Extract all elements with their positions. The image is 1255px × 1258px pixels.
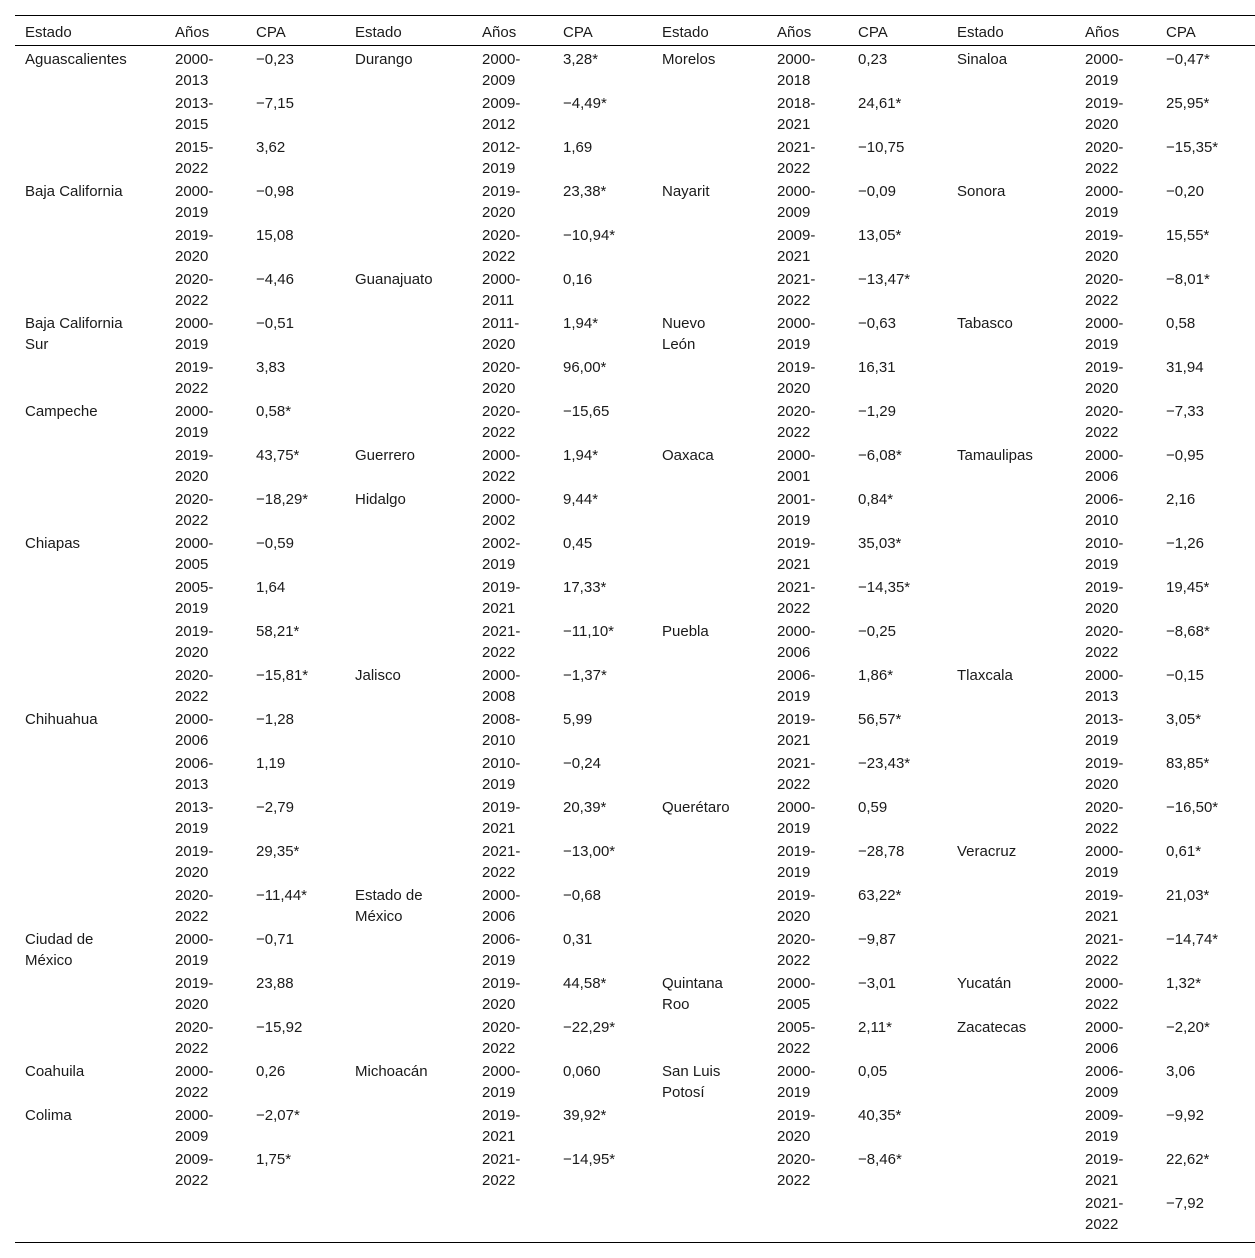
table-cell-cpa: 40,35* <box>858 1107 902 1124</box>
table-cell-cpa: 63,22* <box>858 887 902 904</box>
table-cell-cpa: −13,00* <box>563 843 616 860</box>
table-cell-years: 2002- 2019 <box>482 535 521 573</box>
table-cell-years: 2000- 2009 <box>175 1107 214 1145</box>
table-cell-cpa: 25,95* <box>1166 95 1210 112</box>
table-cell-state: Guanajuato <box>355 271 433 288</box>
table-cell-state: Sonora <box>957 183 1006 200</box>
table-cell-years: 2000- 2018 <box>777 51 816 89</box>
header-years-2: Años <box>482 24 517 41</box>
table-cell-years: 2020- 2022 <box>175 887 214 925</box>
table-cell-cpa: 9,44* <box>563 491 599 508</box>
table-cell-cpa: −15,92 <box>256 1019 303 1036</box>
table-cell-years: 2001- 2019 <box>777 491 816 529</box>
table-cell-years: 2020- 2022 <box>777 403 816 441</box>
table-cell-years: 2021- 2022 <box>777 755 816 793</box>
table-cell-cpa: −2,79 <box>256 799 294 816</box>
table-cell-cpa: 1,94* <box>563 447 599 464</box>
table-cell-years: 2009- 2012 <box>482 95 521 133</box>
table-cell-cpa: −23,43* <box>858 755 911 772</box>
table-cell-years: 2000- 2006 <box>777 623 816 661</box>
table-cell-years: 2019- 2019 <box>777 843 816 881</box>
table-cell-years: 2000- 2013 <box>175 51 214 89</box>
table-cell-cpa: 3,62 <box>256 139 286 156</box>
table-cell-cpa: −15,65 <box>563 403 610 420</box>
table-cell-cpa: −0,51 <box>256 315 294 332</box>
table-cell-years: 2000- 2019 <box>482 1063 521 1101</box>
table-cell-cpa: −4,49* <box>563 95 607 112</box>
header-years-3: Años <box>777 24 812 41</box>
table-cell-cpa: −1,37* <box>563 667 607 684</box>
table-cell-years: 2020- 2022 <box>777 1151 816 1189</box>
table-cell-years: 2018- 2021 <box>777 95 816 133</box>
table-cell-years: 2000- 2008 <box>482 667 521 705</box>
table-cell-cpa: 1,32* <box>1166 975 1202 992</box>
table-cell-cpa: −7,92 <box>1166 1195 1204 1212</box>
table-cell-years: 2021- 2022 <box>777 579 816 617</box>
table-cell-cpa: −3,01 <box>858 975 896 992</box>
table-cell-state: Baja California Sur <box>25 315 123 353</box>
header-cpa-1: CPA <box>256 24 286 41</box>
table-cell-years: 2020- 2022 <box>1085 623 1124 661</box>
table-cell-cpa: −0,68 <box>563 887 601 904</box>
table-cell-years: 2019- 2020 <box>1085 579 1124 617</box>
table-cell-state: Colima <box>25 1107 72 1124</box>
table-cell-years: 2020- 2020 <box>482 359 521 397</box>
table-cell-state: Querétaro <box>662 799 730 816</box>
table-cell-years: 2000- 2006 <box>1085 1019 1124 1057</box>
header-cpa-2: CPA <box>563 24 593 41</box>
table-cell-cpa: −14,95* <box>563 1151 616 1168</box>
table-cell-state: Tabasco <box>957 315 1013 332</box>
table-cell-state: Nayarit <box>662 183 710 200</box>
table-cell-state: Oaxaca <box>662 447 714 464</box>
table-cell-years: 2019- 2021 <box>482 799 521 837</box>
table-cell-years: 2006- 2019 <box>777 667 816 705</box>
table-cell-cpa: 0,58 <box>1166 315 1196 332</box>
table-cell-years: 2013- 2019 <box>175 799 214 837</box>
table-cell-years: 2015- 2022 <box>175 139 214 177</box>
table-cell-cpa: 0,23 <box>858 51 888 68</box>
table-cell-cpa: −7,15 <box>256 95 294 112</box>
table-cell-years: 2019- 2022 <box>175 359 214 397</box>
table-cell-state: Estado de México <box>355 887 423 925</box>
table-cell-state: Nuevo León <box>662 315 706 353</box>
table-cell-state: Coahuila <box>25 1063 85 1080</box>
table-cell-years: 2021- 2022 <box>777 139 816 177</box>
table-cell-years: 2009- 2019 <box>1085 1107 1124 1145</box>
table-cell-state: Baja California <box>25 183 123 200</box>
table-cell-years: 2000- 2001 <box>777 447 816 485</box>
table-cell-years: 2000- 2019 <box>777 799 816 837</box>
table-cell-cpa: −10,94* <box>563 227 616 244</box>
table-cell-years: 2000- 2009 <box>482 51 521 89</box>
table-cell-cpa: 0,05 <box>858 1063 888 1080</box>
table-cell-cpa: 0,060 <box>563 1063 601 1080</box>
table-cell-cpa: −8,46* <box>858 1151 902 1168</box>
table-cell-years: 2020- 2022 <box>1085 403 1124 441</box>
table-cell-state: Michoacán <box>355 1063 428 1080</box>
table-cell-years: 2019- 2021 <box>1085 1151 1124 1189</box>
table-cell-state: Jalisco <box>355 667 401 684</box>
table-cell-cpa: 3,83 <box>256 359 286 376</box>
table-cell-cpa: 0,84* <box>858 491 894 508</box>
table-cell-years: 2008- 2010 <box>482 711 521 749</box>
table-cell-cpa: −18,29* <box>256 491 309 508</box>
table-cell-years: 2019- 2020 <box>175 975 214 1013</box>
table-cell-cpa: 44,58* <box>563 975 607 992</box>
table-cell-state: Chihuahua <box>25 711 98 728</box>
table-cell-years: 2010- 2019 <box>482 755 521 793</box>
table-cell-years: 2019- 2021 <box>482 1107 521 1145</box>
table-cell-cpa: −0,20 <box>1166 183 1204 200</box>
table-cell-cpa: 13,05* <box>858 227 902 244</box>
table-cell-years: 2006- 2009 <box>1085 1063 1124 1101</box>
table-cell-cpa: −2,20* <box>1166 1019 1210 1036</box>
table-cell-cpa: 1,69 <box>563 139 593 156</box>
table-cell-years: 2020- 2022 <box>175 271 214 309</box>
table-cell-cpa: 2,16 <box>1166 491 1196 508</box>
table-cell-years: 2006- 2019 <box>482 931 521 969</box>
table-cell-cpa: 1,75* <box>256 1151 292 1168</box>
table-cell-state: Durango <box>355 51 413 68</box>
table-cell-years: 2019- 2021 <box>777 535 816 573</box>
table-cell-cpa: 31,94 <box>1166 359 1204 376</box>
table-cell-cpa: 23,88 <box>256 975 294 992</box>
table-cell-years: 2005- 2019 <box>175 579 214 617</box>
table-cell-years: 2000- 2019 <box>1085 843 1124 881</box>
table-cell-years: 2019- 2020 <box>1085 95 1124 133</box>
table-cell-cpa: 43,75* <box>256 447 300 464</box>
table-cell-years: 2019- 2020 <box>777 359 816 397</box>
table-cell-years: 2013- 2019 <box>1085 711 1124 749</box>
table-cell-years: 2020- 2022 <box>777 931 816 969</box>
table-cell-cpa: 23,38* <box>563 183 607 200</box>
table-cell-cpa: −0,95 <box>1166 447 1204 464</box>
table-cell-cpa: −0,23 <box>256 51 294 68</box>
table-cell-cpa: 1,86* <box>858 667 894 684</box>
table-cell-cpa: 96,00* <box>563 359 607 376</box>
table-cell-cpa: −7,33 <box>1166 403 1204 420</box>
table-cell-cpa: 56,57* <box>858 711 902 728</box>
table-cell-cpa: 2,11* <box>858 1019 892 1036</box>
table-cell-cpa: −0,59 <box>256 535 294 552</box>
table-cell-years: 2020- 2022 <box>482 403 521 441</box>
table-cell-cpa: −0,15 <box>1166 667 1204 684</box>
table-cell-years: 2021- 2022 <box>777 271 816 309</box>
table-cell-years: 2021- 2022 <box>1085 1195 1124 1233</box>
table-cell-cpa: −0,63 <box>858 315 896 332</box>
table-cell-cpa: 0,58* <box>256 403 292 420</box>
table-cell-cpa: −28,78 <box>858 843 905 860</box>
table-cell-years: 2020- 2022 <box>1085 139 1124 177</box>
table-cell-years: 2000- 2006 <box>175 711 214 749</box>
table-cell-cpa: 1,19 <box>256 755 286 772</box>
table-cell-cpa: 15,55* <box>1166 227 1210 244</box>
table-cell-years: 2019- 2020 <box>777 887 816 925</box>
table-cell-years: 2000- 2002 <box>482 491 521 529</box>
table-cell-cpa: −10,75 <box>858 139 905 156</box>
table-cell-years: 2020- 2022 <box>482 1019 521 1057</box>
table-cell-years: 2009- 2021 <box>777 227 816 265</box>
table-cell-cpa: 0,16 <box>563 271 593 288</box>
table-cell-years: 2020- 2022 <box>1085 271 1124 309</box>
table-cell-cpa: 21,03* <box>1166 887 1210 904</box>
table-cell-years: 2000- 2019 <box>777 1063 816 1101</box>
table-cell-cpa: −0,71 <box>256 931 294 948</box>
table-cell-state: Puebla <box>662 623 709 640</box>
table-cell-state: Tamaulipas <box>957 447 1033 464</box>
table-cell-cpa: −0,98 <box>256 183 294 200</box>
table-cell-cpa: 0,59 <box>858 799 888 816</box>
header-state-2: Estado <box>355 24 402 41</box>
table-cell-cpa: 0,45 <box>563 535 593 552</box>
table-cell-cpa: 17,33* <box>563 579 607 596</box>
table-cell-cpa: 58,21* <box>256 623 300 640</box>
table-cell-years: 2006- 2013 <box>175 755 214 793</box>
table-cell-cpa: 0,31 <box>563 931 593 948</box>
table-cell-state: San Luis Potosí <box>662 1063 721 1101</box>
header-years-1: Años <box>175 24 210 41</box>
table-cell-years: 2019- 2020 <box>777 1107 816 1145</box>
table-cell-cpa: −15,35* <box>1166 139 1219 156</box>
table-cell-cpa: −11,10* <box>563 623 615 640</box>
table-cell-years: 2019- 2020 <box>1085 359 1124 397</box>
table-cell-years: 2000- 2009 <box>777 183 816 221</box>
table-cell-cpa: 5,99 <box>563 711 593 728</box>
table-cell-years: 2020- 2022 <box>482 227 521 265</box>
table-cell-state: Morelos <box>662 51 716 68</box>
table-cell-state: Hidalgo <box>355 491 406 508</box>
table-cell-years: 2013- 2015 <box>175 95 214 133</box>
table-cell-years: 2000- 2011 <box>482 271 521 309</box>
table-cell-cpa: −2,07* <box>256 1107 300 1124</box>
table-cell-cpa: −16,50* <box>1166 799 1219 816</box>
table-cell-years: 2019- 2020 <box>175 447 214 485</box>
table-cell-years: 2019- 2021 <box>482 579 521 617</box>
table-cell-cpa: −15,81* <box>256 667 309 684</box>
table-cell-years: 2000- 2005 <box>777 975 816 1013</box>
table-cell-years: 2010- 2019 <box>1085 535 1124 573</box>
table-cell-cpa: 29,35* <box>256 843 300 860</box>
table-cell-cpa: 0,26 <box>256 1063 286 1080</box>
table-cell-years: 2000- 2022 <box>482 447 521 485</box>
table-cell-years: 2000- 2019 <box>777 315 816 353</box>
table-cell-cpa: 3,05* <box>1166 711 1202 728</box>
table-cell-cpa: −8,01* <box>1166 271 1210 288</box>
table-header <box>15 16 1255 46</box>
table-cell-years: 2021- 2022 <box>1085 931 1124 969</box>
table-cell-cpa: 19,45* <box>1166 579 1210 596</box>
table-cell-years: 2005- 2022 <box>777 1019 816 1057</box>
table-cell-years: 2020- 2022 <box>175 491 214 529</box>
table-cell-cpa: 24,61* <box>858 95 902 112</box>
table-cell-years: 2012- 2019 <box>482 139 521 177</box>
table-cell-state: Zacatecas <box>957 1019 1027 1036</box>
table-cell-cpa: 3,06 <box>1166 1063 1196 1080</box>
header-state-4: Estado <box>957 24 1004 41</box>
table-cell-cpa: −9,87 <box>858 931 896 948</box>
table-cell-years: 2000- 2019 <box>175 931 214 969</box>
table-cell-years: 2020- 2022 <box>175 667 214 705</box>
table-cell-cpa: 22,62* <box>1166 1151 1210 1168</box>
table-cell-cpa: −0,47* <box>1166 51 1210 68</box>
table-cell-years: 2011- 2020 <box>482 315 520 353</box>
table-cell-cpa: 1,94* <box>563 315 599 332</box>
table-cell-years: 2019- 2020 <box>482 975 521 1013</box>
table-cell-years: 2019- 2021 <box>777 711 816 749</box>
table-cell-state: Veracruz <box>957 843 1017 860</box>
header-cpa-4: CPA <box>1166 24 1196 41</box>
table-cell-years: 2019- 2020 <box>1085 227 1124 265</box>
table-cell-years: 2000- 2019 <box>1085 315 1124 353</box>
table-cell-state: Sinaloa <box>957 51 1008 68</box>
table-cell-cpa: 15,08 <box>256 227 294 244</box>
table-cell-cpa: −14,35* <box>858 579 911 596</box>
table-cell-cpa: 3,28* <box>563 51 599 68</box>
table-cell-years: 2019- 2020 <box>175 843 214 881</box>
table-cell-cpa: −0,25 <box>858 623 896 640</box>
table-cell-cpa: 0,61* <box>1166 843 1202 860</box>
table-cell-cpa: 83,85* <box>1166 755 1210 772</box>
table-cell-cpa: −1,28 <box>256 711 294 728</box>
header-state-3: Estado <box>662 24 709 41</box>
table-cell-cpa: 35,03* <box>858 535 902 552</box>
table-cell-years: 2021- 2022 <box>482 843 521 881</box>
table-cell-state: Aguascalientes <box>25 51 127 68</box>
header-years-4: Años <box>1085 24 1120 41</box>
table-cell-years: 2020- 2022 <box>175 1019 214 1057</box>
table-cell-cpa: 39,92* <box>563 1107 607 1124</box>
table-cell-cpa: −9,92 <box>1166 1107 1204 1124</box>
table-cell-years: 2019- 2020 <box>482 183 521 221</box>
table-cell-years: 2019- 2020 <box>175 623 214 661</box>
table-cell-state: Yucatán <box>957 975 1012 992</box>
table-cell-years: 2000- 2013 <box>1085 667 1124 705</box>
table-cell-cpa: −6,08* <box>858 447 902 464</box>
table-cell-years: 2020- 2022 <box>1085 799 1124 837</box>
table-cell-years: 2019- 2020 <box>1085 755 1124 793</box>
table-cell-years: 2009- 2022 <box>175 1151 214 1189</box>
table-cell-years: 2000- 2005 <box>175 535 214 573</box>
table-cell-years: 2000- 2022 <box>1085 975 1124 1013</box>
table-cell-years: 2000- 2019 <box>175 315 214 353</box>
table-cell-cpa: −1,29 <box>858 403 896 420</box>
table-cell-years: 2000- 2006 <box>1085 447 1124 485</box>
table-cell-years: 2019- 2020 <box>175 227 214 265</box>
table-cell-years: 2000- 2019 <box>1085 51 1124 89</box>
table-cell-cpa: −11,44* <box>256 887 308 904</box>
cpa-table <box>15 15 1255 1243</box>
table-cell-years: 2021- 2022 <box>482 623 521 661</box>
table-cell-state: Guerrero <box>355 447 416 464</box>
table-cell-state: Chiapas <box>25 535 81 552</box>
table-cell-cpa: −0,24 <box>563 755 601 772</box>
table-cell-cpa: −13,47* <box>858 271 911 288</box>
table-cell-years: 2000- 2019 <box>1085 183 1124 221</box>
table-cell-years: 2019- 2021 <box>1085 887 1124 925</box>
table-cell-cpa: −1,26 <box>1166 535 1204 552</box>
table-cell-cpa: −22,29* <box>563 1019 616 1036</box>
table-cell-state: Ciudad de México <box>25 931 94 969</box>
table-cell-cpa: −8,68* <box>1166 623 1210 640</box>
table-cell-cpa: −0,09 <box>858 183 896 200</box>
table-cell-years: 2021- 2022 <box>482 1151 521 1189</box>
table-cell-state: Tlaxcala <box>957 667 1013 684</box>
table-cell-state: Quintana Roo <box>662 975 723 1013</box>
header-cpa-3: CPA <box>858 24 888 41</box>
table-cell-years: 2000- 2022 <box>175 1063 214 1101</box>
table-cell-years: 2000- 2019 <box>175 183 214 221</box>
table-cell-cpa: −14,74* <box>1166 931 1219 948</box>
table-cell-years: 2006- 2010 <box>1085 491 1124 529</box>
table-cell-cpa: 1,64 <box>256 579 286 596</box>
table-cell-state: Campeche <box>25 403 98 420</box>
header-state-1: Estado <box>25 24 72 41</box>
table-cell-years: 2000- 2019 <box>175 403 214 441</box>
table-body <box>15 46 1255 1242</box>
table-cell-years: 2000- 2006 <box>482 887 521 925</box>
table-cell-cpa: 20,39* <box>563 799 607 816</box>
table-cell-cpa: 16,31 <box>858 359 896 376</box>
table-cell-cpa: −4,46 <box>256 271 294 288</box>
